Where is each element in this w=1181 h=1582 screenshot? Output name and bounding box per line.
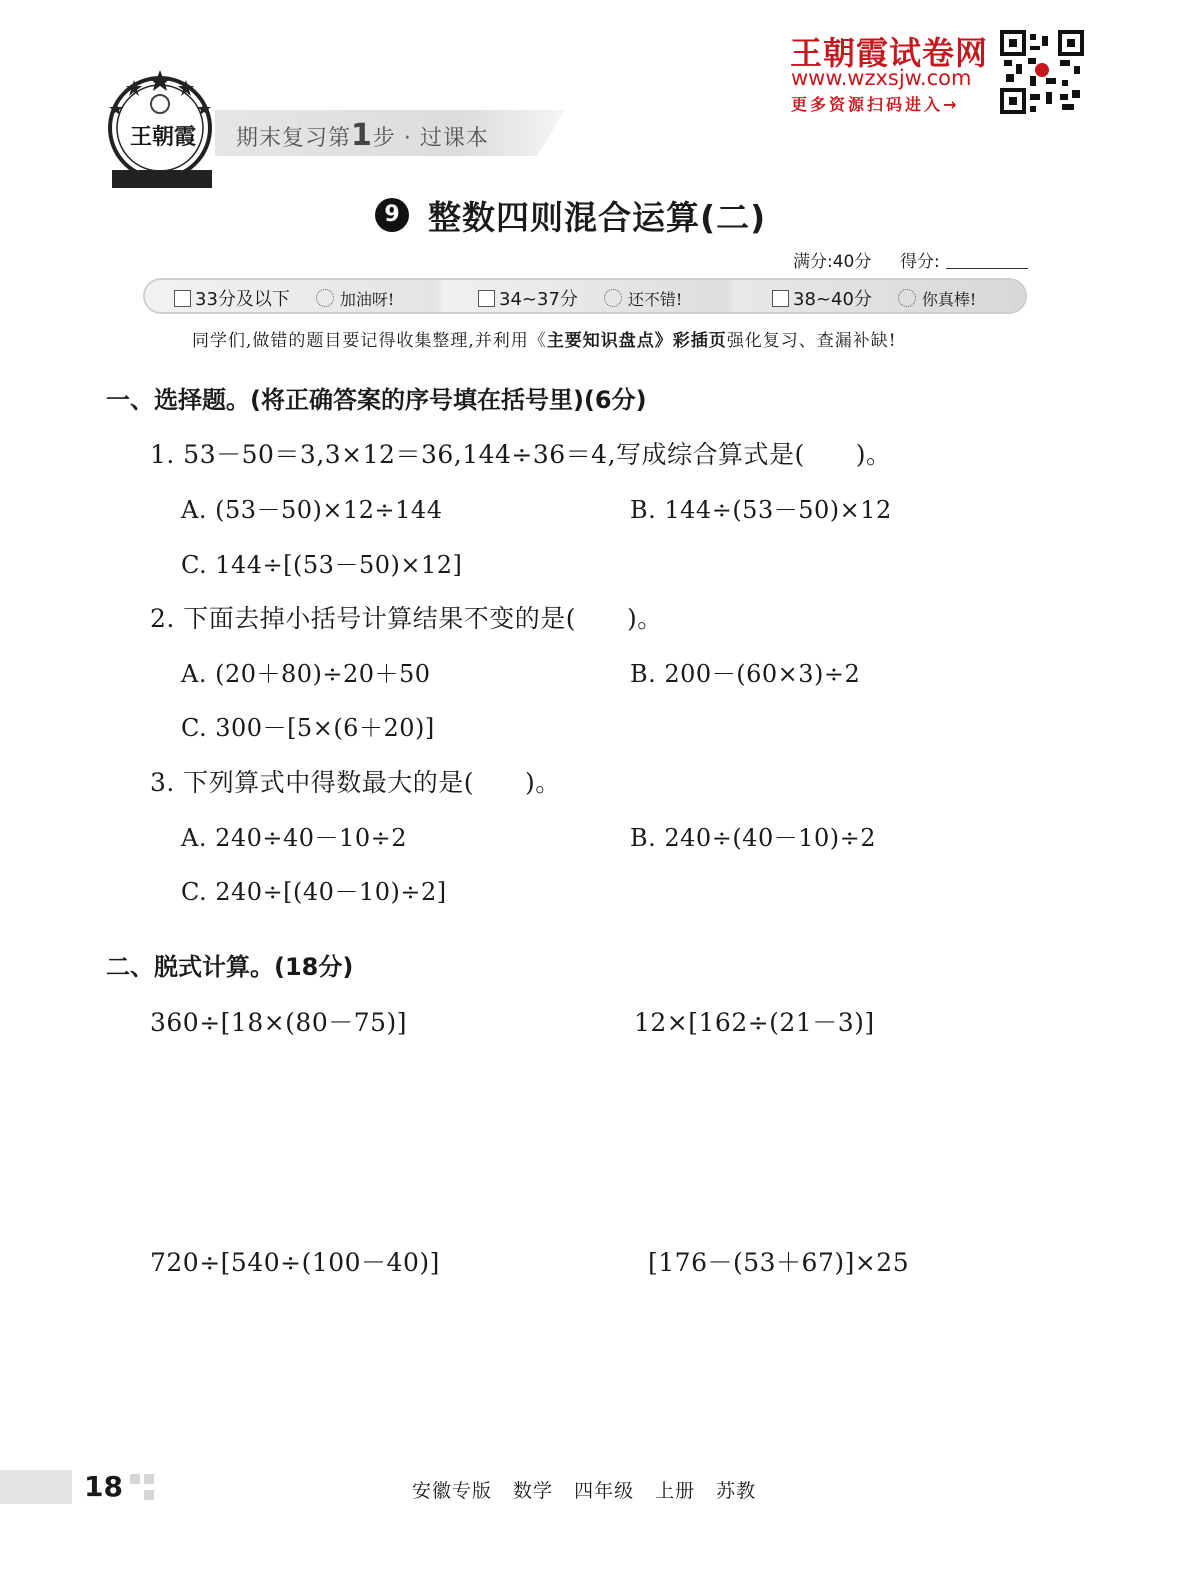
- step-suffix: 步 · 过课本: [372, 126, 489, 151]
- footer-decor: [130, 1474, 140, 1484]
- rating-level-2: [478, 285, 682, 311]
- footer-decor: [144, 1474, 154, 1484]
- lesson-title: 整数四则混合运算(二): [428, 198, 767, 237]
- option-c[interactable]: C. 300－[5×(6＋20)]: [181, 714, 435, 742]
- brand-url[interactable]: www.wzxsjw.com: [791, 66, 972, 90]
- rating-range: 38~40分: [793, 289, 872, 310]
- step-prefix: 期末复习第: [236, 126, 352, 151]
- footer-band: [0, 1470, 72, 1504]
- option-c[interactable]: C. 240÷[(40－10)÷2]: [181, 878, 447, 906]
- footer-edition-info: 安徽专版 数学 四年级 上册 苏教: [412, 1480, 757, 1502]
- logo-badge: [104, 66, 222, 190]
- smile-icon: [604, 289, 622, 307]
- question-stem: 2. 下面去掉小括号计算结果不变的是( )。: [150, 604, 663, 633]
- checkbox[interactable]: [772, 290, 789, 307]
- qr-code-icon[interactable]: [1000, 30, 1084, 114]
- rating-level-3: [772, 285, 976, 311]
- checkbox[interactable]: [478, 290, 495, 307]
- option-a[interactable]: A. (20＋80)÷20＋50: [181, 660, 431, 688]
- footer-decor: [144, 1490, 154, 1500]
- notice-text: [192, 326, 897, 351]
- score-blank[interactable]: [946, 268, 1028, 269]
- option-b[interactable]: B. 240÷(40－10)÷2: [630, 824, 876, 852]
- checkbox[interactable]: [174, 290, 191, 307]
- section-title-calculation: 二、脱式计算。(18分): [106, 953, 354, 981]
- option-a[interactable]: A. 240÷40－10÷2: [181, 824, 407, 852]
- brand-name: 王朝霞试卷网: [790, 34, 989, 72]
- question-stem: 3. 下列算式中得数最大的是( )。: [150, 768, 561, 797]
- option-a[interactable]: A. (53－50)×12÷144: [181, 496, 443, 524]
- logo-name: 王朝霞: [129, 124, 196, 150]
- notice-highlight: 主要知识盘点》彩插页: [546, 331, 727, 351]
- step-number: 1: [351, 118, 373, 153]
- option-b[interactable]: B. 200－(60×3)÷2: [630, 660, 861, 688]
- rating-range: 34~37分: [499, 289, 578, 310]
- score-label: 得分:: [900, 252, 940, 272]
- question-stem: 1. 53－50＝3,3×12＝36,144÷36＝4,写成综合算式是( )。: [150, 440, 892, 469]
- option-b[interactable]: B. 144÷(53－50)×12: [630, 496, 892, 524]
- section-title-choice: 一、选择题。(将正确答案的序号填在括号里)(6分): [106, 386, 647, 414]
- page-number: 18: [84, 1470, 123, 1503]
- option-c[interactable]: C. 144÷[(53－50)×12]: [181, 551, 463, 579]
- calc-item: [176－(53＋67)]×25: [648, 1248, 910, 1277]
- brand-tip: 更多资源扫码进入→: [791, 95, 960, 114]
- calc-item: 720÷[540÷(100－40)]: [150, 1248, 440, 1277]
- calc-item: 12×[162÷(21－3)]: [634, 1008, 875, 1037]
- rating-cheer: 还不错!: [627, 289, 683, 309]
- rating-cheer: 你真棒!: [921, 289, 977, 309]
- lesson-number: 9: [375, 198, 409, 232]
- notice-after: 强化复习、查漏补缺!: [726, 331, 897, 351]
- smile-icon: [898, 289, 916, 307]
- rating-level-1: [174, 285, 394, 311]
- calc-item: 360÷[18×(80－75)]: [150, 1008, 408, 1037]
- smile-icon: [316, 289, 334, 307]
- full-score: 满分:40分: [793, 252, 872, 272]
- rating-range: 33分及以下: [195, 289, 290, 310]
- notice-before: 同学们,做错的题目要记得收集整理,并利用《: [192, 331, 547, 351]
- rating-cheer: 加油呀!: [339, 289, 395, 309]
- step-label: [236, 118, 489, 153]
